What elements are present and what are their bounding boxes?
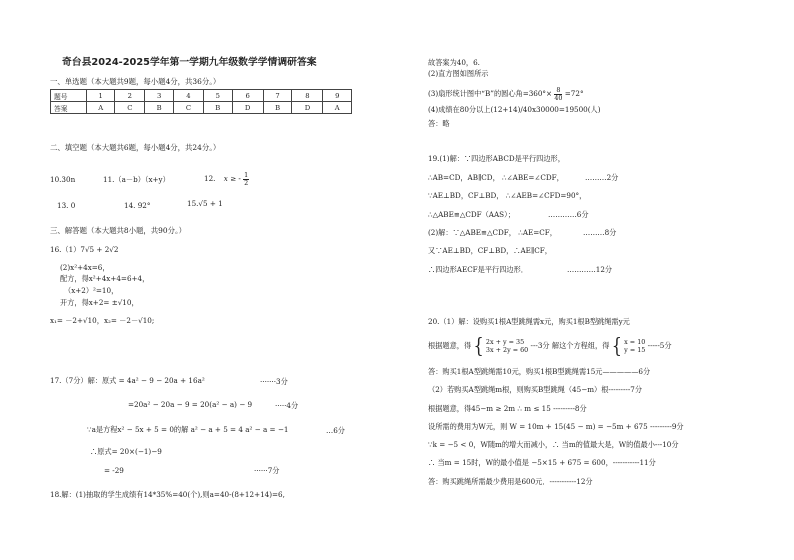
answer-q16-step3: （x+2）²=10， (64, 286, 119, 295)
answer-q19-line5: (2)解：∵△ABE≌△CDF， ∴AE=CF， (428, 228, 557, 237)
table-cell: 7 (263, 90, 292, 102)
q12-denominator: 2 (244, 178, 249, 187)
answer-q19-line4: ∴△ABE≌△CDF（AAS）； (428, 210, 515, 219)
answer-table (50, 89, 352, 114)
q20-score: -----5分 (647, 341, 672, 350)
page-title: 奇台县2024-2025学年第一学期九年级数学学情调研答案 (62, 57, 317, 68)
section-3-heading: 三、解答题（本大题共8小题，共90分。） (50, 226, 187, 235)
answer-q16-step2: 配方，得x²+4x+4=6+4， (60, 274, 150, 283)
answer-q14: 14. 92° (124, 201, 151, 210)
table-cell: 4 (174, 90, 204, 102)
answer-q20-line3: 答：购买1根A型跳绳需10元，购买1根B型跳绳需15元—————6分 (428, 367, 651, 376)
answer-q13: 13. 0 (57, 201, 76, 210)
answer-q17-line3: ∵a是方程x² − 5x + 5 = 0的解 a² − a + 5 = 4 a² − a = −1 (87, 425, 289, 434)
table-cell: 题号 (51, 90, 87, 102)
answer-q19-line3: ∵AE⊥BD，CF⊥BD， ∴∠AEB=∠CFD=90°， (428, 191, 587, 200)
table-cell: 5 (203, 90, 232, 102)
answer-q18-result: 故答案为40，6. (428, 58, 480, 67)
answer-q19-score7: …………12分 (567, 265, 613, 274)
answer-q16-step5: x₁= －2+√10，x₂= －2－√10; (50, 316, 155, 325)
answer-q16-step1: (2)x²+4x=6， (60, 263, 110, 272)
table-cell: 1 (87, 90, 115, 102)
q20-middle: ---3分 解这个方程组，得 (530, 341, 610, 350)
answer-q17-line5: = -29 (104, 466, 124, 475)
answer-q19-line7: ∴四边形AECF是平行四边形． (428, 265, 528, 274)
q20-intro: 根据题意，得 (428, 341, 472, 350)
table-cell: B (203, 102, 232, 114)
answer-q20-line2 (428, 334, 672, 358)
answer-q20-line6: 设所需的费用为W元，则 W = 10m + 15(45 − m) = −5m + 675 ---------9分 (428, 422, 684, 431)
answer-q17-line4: ∴原式= 20×(−1)−9 (90, 447, 162, 456)
answer-q20-line8: ∴ 当m = 15时，W的最小值是 −5×15 + 675 = 600，-----------11分 (428, 458, 656, 467)
answer-q17-score1: ·······3分 (260, 377, 288, 386)
answer-q11: 11.（a－b）（x+y） (103, 175, 170, 184)
q20-equation-1: 2x + y = 35 (485, 338, 525, 346)
answer-q19-line6: 又∵AE⊥BD，CF⊥BD，∴AE∥CF， (428, 246, 552, 255)
answer-q19-line1: 19.(1)解：∵四边形ABCD是平行四边形， (428, 154, 565, 163)
q12-fraction (243, 172, 249, 187)
answer-q20-line4: （2）若购买A型跳绳m根，则购买B型跳绳（45−m）根---------7分 (428, 385, 643, 394)
answer-q17-score5: ······7分 (254, 466, 280, 475)
q20-solution-system (624, 338, 645, 354)
answer-q20-line9: 答：购买跳绳所需最少费用是600元．-----------12分 (428, 477, 593, 486)
answer-q18-part2: (2)直方图如图所示 (428, 69, 489, 78)
answer-q17-line2: =20a² − 20a − 9 = 20(a² − a) − 9 (128, 400, 253, 409)
answer-q18-part3 (428, 84, 584, 104)
table-cell: 8 (292, 90, 323, 102)
q20-equation-2: 3x + 2y = 60 (485, 346, 529, 354)
table-cell: C (174, 102, 204, 114)
q12-numerator: 1 (244, 170, 249, 179)
table-cell: A (323, 102, 352, 114)
answer-q12 (204, 168, 249, 190)
answer-q20-line5: 根据题意，得45−m ≥ 2m ∴ m ≤ 15 ---------8分 (428, 404, 587, 413)
answer-q19-score4: …………6分 (548, 210, 589, 219)
table-cell: B (145, 102, 174, 114)
table-row-answers (51, 102, 352, 114)
q18-denominator: 40 (554, 93, 563, 102)
table-cell: 6 (232, 90, 263, 102)
answer-q17-score2: ·····4分 (275, 401, 299, 410)
answer-q18-line1: 18.解：(1)抽取的学生成绩有14*35%=40(个),则a=40-(8+12+14)=6, (50, 490, 285, 499)
table-cell: B (263, 102, 292, 114)
answer-q10: 10.30n (50, 175, 76, 184)
answer-q16-step4: 开方，得x+2= ±√10， (60, 298, 139, 307)
section-2-heading: 二、填空题（本大题共6题，每小题4分，共24分。） (50, 143, 221, 152)
table-cell: 3 (145, 90, 174, 102)
section-1-heading: 一、单选题（本大题共9题，每小题4分，共36分。） (50, 77, 221, 86)
q18-fraction (554, 87, 562, 102)
answer-q15: 15.√5 + 1 (187, 199, 223, 208)
table-cell: 答案 (51, 102, 87, 114)
table-cell: A (87, 102, 115, 114)
table-cell: 2 (115, 90, 145, 102)
answer-q17-line1: 17.（7分）解：原式 = 4a² − 9 − 20a + 16a² (50, 376, 205, 385)
answer-q18-part4: (4)成绩在80分以上(12+14)/40x30000=19500(人) (428, 105, 601, 114)
answer-q19-score2: ………2分 (585, 173, 619, 182)
q18-numerator: 8 (554, 87, 562, 95)
q20-equation-system (486, 338, 528, 354)
table-cell: 9 (323, 90, 352, 102)
table-row-numbers (51, 90, 352, 102)
q12-expression: x ≥ - (223, 174, 241, 183)
q18-part3-text: (3)扇形统计图中“B”的圆心角=360°× (428, 89, 553, 98)
q20-solution-x: x = 10 (624, 338, 646, 346)
answer-q19-score5: ………8分 (583, 228, 617, 237)
answer-q20-line7: ∵k = −5 < 0，W随m的增大而减小，∴ 当m的值最大是，W的值最小---10分 (428, 440, 679, 449)
answer-q19-line2: ∴AB=CD，AB∥CD， ∴∠ABE=∠CDF， (428, 173, 564, 182)
q20-right-brace-icon: { (611, 333, 622, 358)
answer-q18-conclusion: 答：略 (428, 119, 450, 128)
table-cell: D (232, 102, 263, 114)
answer-q17-score3: …6分 (326, 426, 345, 435)
q18-part3-end: =72° (564, 89, 584, 98)
answer-q16-part1: 16.（1）7√5 + 2√2 (50, 245, 119, 254)
table-cell: D (292, 102, 323, 114)
q12-label: 12. (204, 174, 216, 183)
table-cell: C (115, 102, 145, 114)
q20-solution-y: y = 15 (624, 346, 646, 354)
q20-left-brace-icon: { (473, 333, 484, 358)
answer-q20-line1: 20.（1）解：设购买1根A型跳绳需x元，购买1根B型跳绳需y元 (428, 317, 630, 326)
